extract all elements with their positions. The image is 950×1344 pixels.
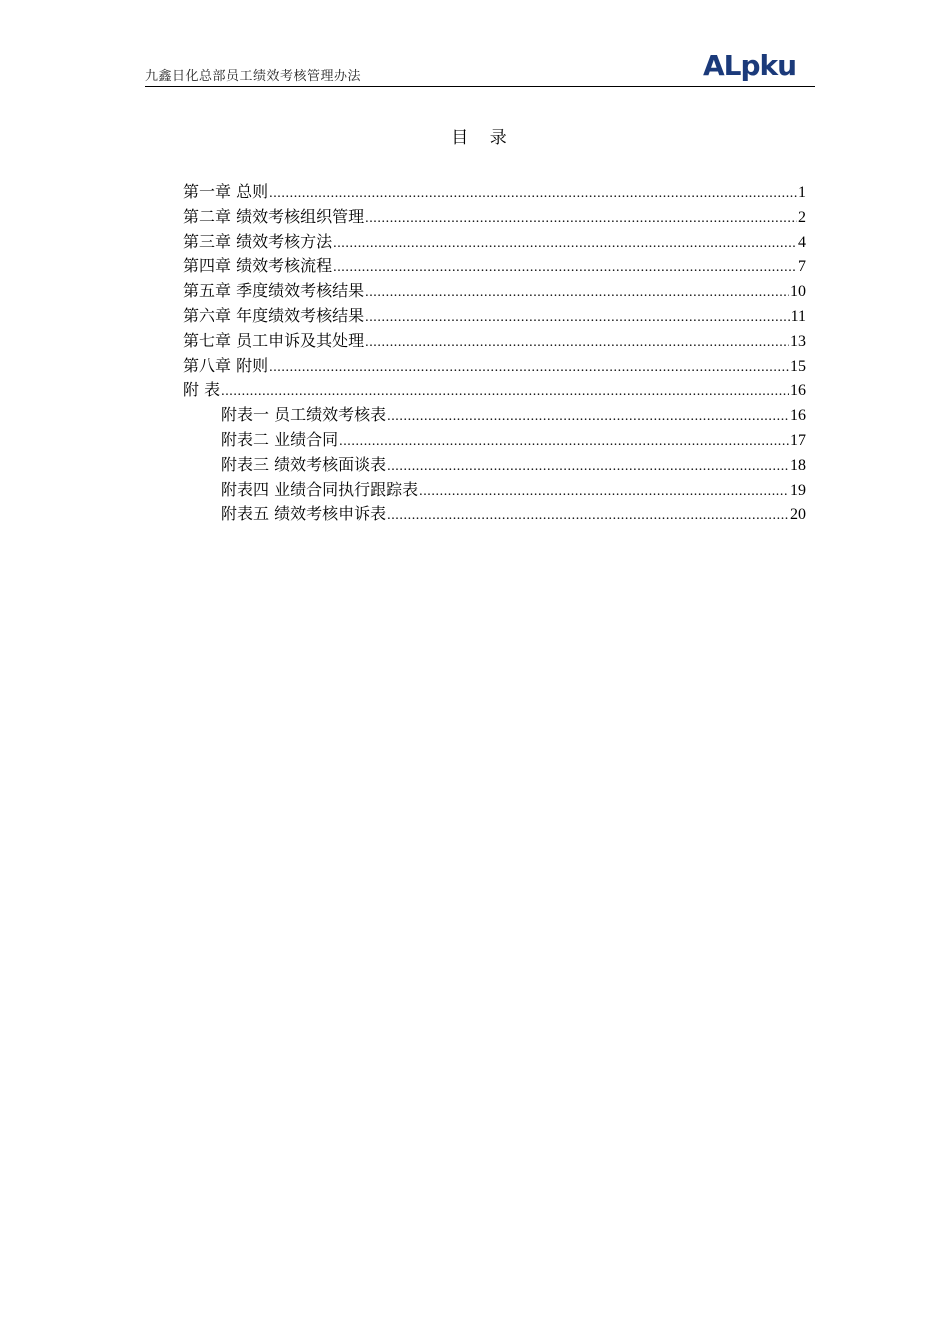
table-of-contents	[183, 180, 806, 527]
toc-leader-dots	[269, 356, 789, 381]
toc-entry-chapter-2[interactable]	[183, 205, 806, 230]
toc-leader-dots	[333, 232, 797, 257]
toc-leader-dots	[387, 455, 789, 480]
toc-entry-label: 附 表	[183, 380, 221, 400]
toc-leader-dots	[333, 256, 797, 281]
toc-entry-label: 附表三 绩效考核面谈表	[221, 454, 387, 474]
toc-entry-label: 附表二 业绩合同	[221, 429, 339, 449]
toc-entry-chapter-1[interactable]	[183, 180, 806, 205]
toc-entry-chapter-4[interactable]	[183, 254, 806, 279]
toc-entry-label: 附表一 员工绩效考核表	[221, 405, 387, 425]
toc-title: 目 录	[451, 128, 515, 148]
logo-text: ALpku	[703, 49, 797, 82]
toc-entry-label: 第四章 绩效考核流程	[183, 256, 333, 276]
toc-entry-appendix[interactable]	[183, 378, 806, 403]
page-header	[145, 49, 815, 87]
toc-entry-label: 第三章 绩效考核方法	[183, 231, 333, 251]
toc-entry-label: 第一章 总则	[183, 182, 269, 201]
toc-entry-chapter-3[interactable]	[183, 230, 806, 255]
toc-entry-label: 第六章 年度绩效考核结果	[183, 305, 365, 325]
toc-entry-chapter-7[interactable]	[183, 329, 806, 354]
toc-entry-chapter-6[interactable]	[183, 304, 806, 329]
toc-entry-appendix-2[interactable]	[183, 428, 806, 453]
toc-entry-appendix-3[interactable]	[183, 453, 806, 478]
toc-leader-dots	[269, 182, 797, 207]
toc-leader-dots	[365, 306, 790, 331]
toc-leader-dots	[419, 480, 789, 505]
toc-entry-appendix-4[interactable]	[183, 478, 806, 503]
toc-entry-page: 1	[798, 184, 806, 201]
toc-entry-page: 18	[790, 456, 806, 474]
toc-leader-dots	[387, 504, 789, 529]
toc-entry-page: 19	[790, 481, 806, 499]
toc-entry-page: 16	[790, 407, 806, 425]
toc-entry-page: 15	[790, 357, 806, 375]
toc-entry-page: 4	[798, 233, 806, 251]
toc-entry-appendix-1[interactable]	[183, 403, 806, 428]
toc-leader-dots	[365, 331, 789, 356]
toc-entry-label: 附表五 绩效考核申诉表	[221, 504, 387, 524]
toc-entry-label: 附表四 业绩合同执行跟踪表	[221, 479, 419, 499]
toc-leader-dots	[387, 405, 789, 430]
toc-entry-label: 第二章 绩效考核组织管理	[183, 206, 365, 226]
toc-entry-page: 16	[790, 382, 806, 400]
toc-entry-page: 7	[798, 258, 806, 276]
toc-entry-chapter-5[interactable]	[183, 279, 806, 304]
toc-leader-dots	[365, 281, 789, 306]
header-title: 九鑫日化总部员工绩效考核管理办法	[145, 69, 362, 84]
toc-entry-page: 10	[790, 283, 806, 301]
toc-entry-appendix-5[interactable]	[183, 502, 806, 527]
toc-entry-page: 2	[798, 208, 806, 226]
toc-leader-dots	[339, 430, 789, 455]
toc-entry-label: 第八章 附则	[183, 355, 269, 375]
toc-entry-label: 第五章 季度绩效考核结果	[183, 281, 365, 301]
toc-entry-label: 第七章 员工申诉及其处理	[183, 330, 365, 350]
toc-entry-page: 20	[790, 506, 806, 524]
toc-entry-page: 13	[790, 332, 806, 350]
toc-entry-page: 11	[790, 307, 806, 325]
toc-leader-dots	[365, 207, 797, 232]
toc-entry-page: 17	[790, 431, 806, 449]
company-logo	[703, 49, 815, 85]
toc-leader-dots	[221, 380, 789, 405]
toc-entry-chapter-8[interactable]	[183, 354, 806, 379]
